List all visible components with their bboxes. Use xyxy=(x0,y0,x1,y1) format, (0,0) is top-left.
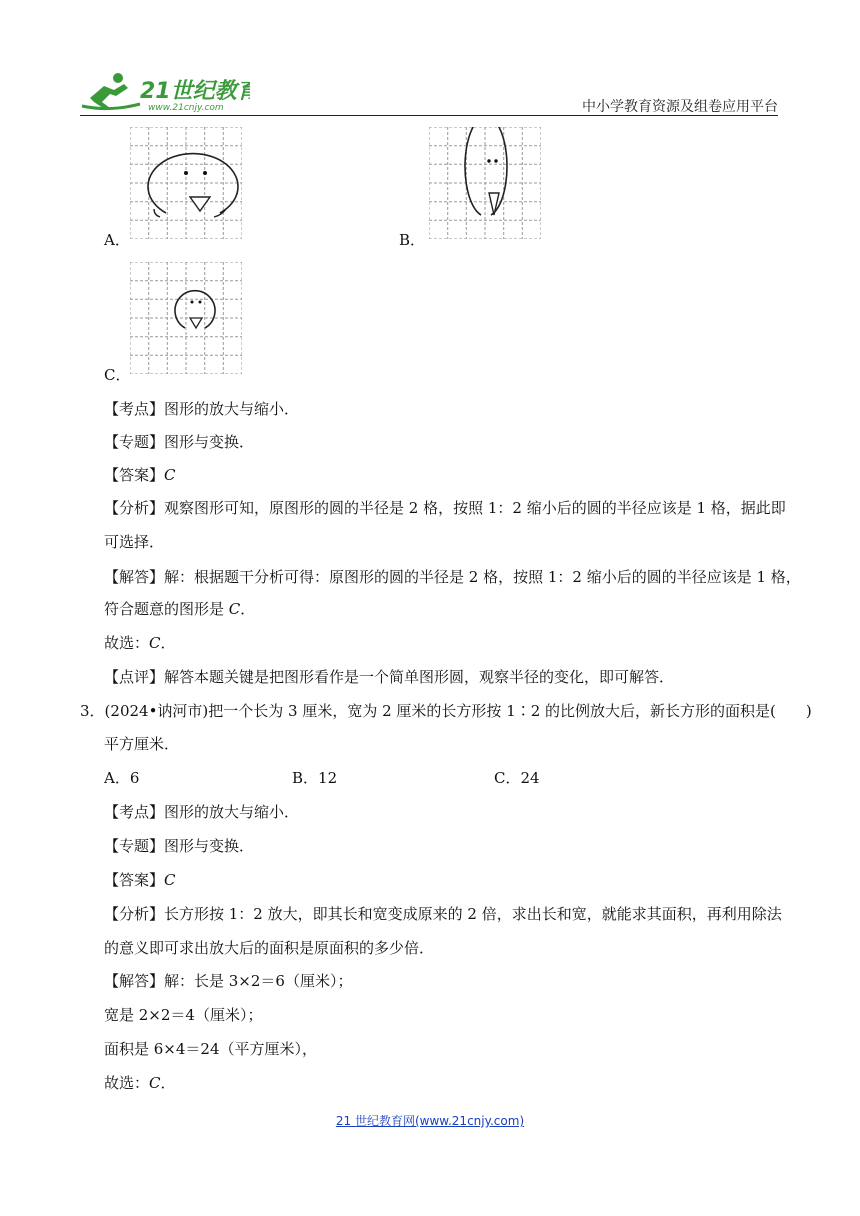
q3-option-b: B．12 xyxy=(292,769,338,787)
platform-name: 中小学教育资源及组卷应用平台 xyxy=(582,99,778,115)
q3-fenxi-1: 【分析】长方形按 1：2 放大，即其长和宽变成原来的 2 倍，求出长和宽，就能求其面积，再利用除法 xyxy=(104,905,782,923)
grid xyxy=(130,127,242,239)
q3-option-c: C．24 xyxy=(494,769,540,787)
figure-option-a xyxy=(130,127,242,239)
figure-option-c xyxy=(130,262,242,374)
q2-answer-value: C xyxy=(164,466,176,484)
site-logo xyxy=(80,68,250,113)
q2-fenxi-2: 可选择． xyxy=(104,533,165,551)
q3-jieda-1: 【解答】解：长是 3×2＝6（厘米）； xyxy=(104,972,353,990)
figure-option-b xyxy=(429,127,541,239)
option-a-label: A． xyxy=(104,231,130,249)
q3-stem-2: 平方厘米． xyxy=(104,735,180,753)
q3-guxuan: 故选：C． xyxy=(104,1074,176,1092)
footer xyxy=(0,1112,860,1129)
q3-answer: 【答案】C xyxy=(104,871,176,889)
q3-jieda-3: 面积是 6×4＝24（平方厘米）， xyxy=(104,1040,318,1058)
q3-stem-1: 3．(2024•讷河市)把一个长为 3 厘米，宽为 2 厘米的长方形按 1∶2 的比例放大后，新长方形的面积是( ) xyxy=(80,702,812,720)
q2-guxuan: 故选：C． xyxy=(104,634,176,652)
q2-jieda-1: 【解答】解：根据题干分析可得：原图形的圆的半径是 2 格，按照 1：2 缩小后的圆的半径应该是 1 格， xyxy=(104,568,801,586)
q3-kaodian: 【考点】图形的放大与缩小． xyxy=(104,803,300,821)
header-divider xyxy=(80,115,778,116)
q2-dianping: 【点评】解答本题关键是把图形看作是一个简单图形圆，观察半径的变化，即可解答． xyxy=(104,668,675,686)
beak-icon xyxy=(489,193,499,215)
beak-icon xyxy=(190,197,210,211)
beak-icon xyxy=(190,318,202,328)
grid xyxy=(429,127,541,239)
q3-answer-value: C xyxy=(164,871,176,889)
option-b-label: B． xyxy=(399,231,426,249)
q3-jieda-2: 宽是 2×2＝4（厘米）； xyxy=(104,1006,263,1024)
q2-fenxi-1: 【分析】观察图形可知，原图形的圆的半径是 2 格，按照 1：2 缩小后的圆的半径应该是 1 格，据此即 xyxy=(104,499,786,517)
q2-answer: 【答案】C xyxy=(104,466,176,484)
runner-logo-icon xyxy=(82,73,140,110)
footer-link[interactable]: 21 世纪教育网(www.21cnjy.com) xyxy=(335,1114,525,1128)
grid xyxy=(130,262,242,374)
q3-zhuanti: 【专题】图形与变换． xyxy=(104,837,255,855)
q2-zhuanti: 【专题】图形与变换． xyxy=(104,433,255,451)
q3-fenxi-2: 的意义即可求出放大后的面积是原面积的多少倍． xyxy=(104,939,435,957)
logo-text: 21世纪教育 xyxy=(140,79,250,104)
q3-option-a: A．6 xyxy=(104,769,140,787)
logo-url: www.21cnjy.com xyxy=(148,103,224,113)
q2-jieda-2: 符合题意的图形是 C． xyxy=(104,600,256,618)
q2-kaodian: 【考点】图形的放大与缩小． xyxy=(104,400,300,418)
option-c-label: C． xyxy=(104,366,131,384)
